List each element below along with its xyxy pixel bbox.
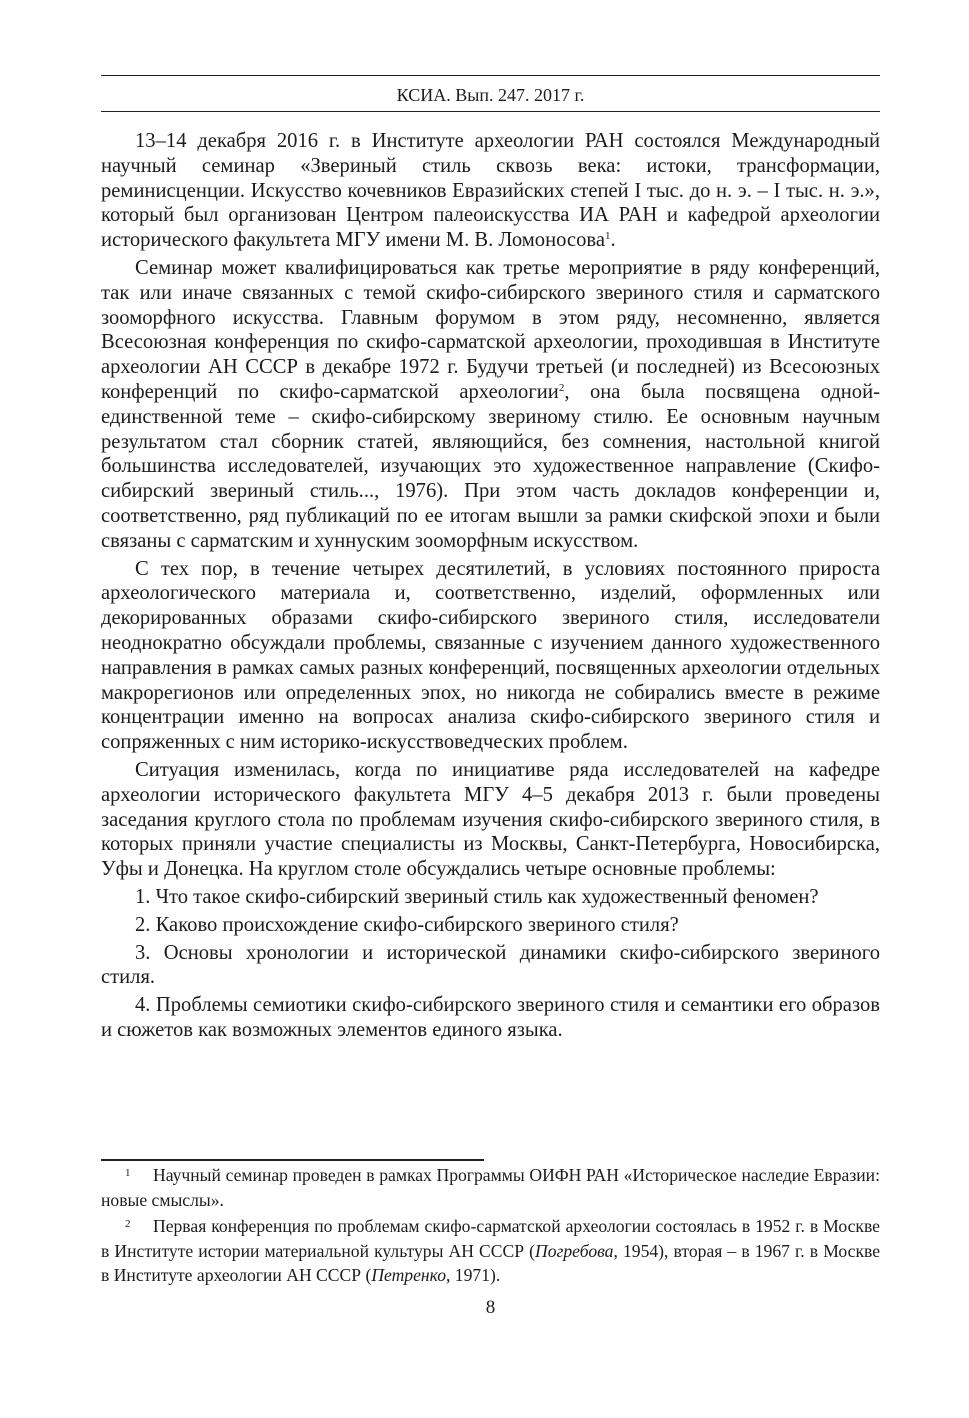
header-top-rule: [101, 75, 880, 76]
footnote-separator: [101, 1159, 484, 1161]
paragraph-1-end: .: [610, 229, 616, 252]
footnote-ref-1[interactable]: 1: [604, 230, 611, 243]
footnote-ref-2[interactable]: 2: [558, 381, 565, 394]
list-item: 1. Что такое скифо-сибирский звериный стиль как художественный феномен?: [135, 885, 819, 908]
footnote-2: 2 Первая конференция по проблемам скифо-сарматской археологии состоялась в 1952 г. в Москве в Институте истории материальной культуры АН СССР (Погребова, 1954), вторая – в 1967 г. в Москве в Институте археологии АН СССР (Петренко, 1971).: [101, 1216, 881, 1285]
footnotes: [101, 1163, 880, 1288]
article-body: [101, 129, 880, 1043]
list-item: 3. Основы хронологии и исторической динамики скифо-сибирского звериного стиля.: [101, 941, 880, 989]
list-item: 2. Каково происхождение скифо-сибирского звериного стиля?: [135, 913, 679, 936]
footnote-1: 1 Научный семинар проведен в рамках Программы ОИФН РАН «Историческое наследие Евразии: новые смыслы».: [101, 1165, 880, 1210]
list-item: 4. Проблемы семиотики скифо-сибирского звериного стиля и семантики его образов и сюжетов как возможных элементов единого языка.: [101, 994, 880, 1041]
footnote-2-text-b: , 1954), вторая – в 1967 г. в Москве в Институте археологии АН СССР (: [101, 1240, 881, 1285]
running-header: КСИА. Вып. 247. 2017 г.: [396, 85, 585, 105]
paragraph-4: Ситуация изменилась, когда по инициативе ряда исследователей на кафедре археологии исторического факультета МГУ 4–5 декабря 2013 г. были проведены заседания круглого стола по проблемам изучения скифо-сибирского звериного стиля, в которых приняли участие специалисты из Москвы, Санкт-Петербурга, Новосибирска, Уфы и Донецка. На круглом столе обсуждались четыре основные проблемы:: [101, 758, 880, 881]
citation-author-petrenko: Петренко: [371, 1265, 446, 1285]
paragraph-3: С тех пор, в течение четырех десятилетий, в условиях постоянного прироста археологического материала и, соответственно, изделий, оформленных или декорированных образами скифо-сибирского звериного стиля, исследователи неоднократно обсуждали проблемы, связанные с изучением данного художественного направления в рамках самых разных конференций, посвященных археологии отдельных макрорегионов или определенных эпох, но никогда не собирались вместе в режиме концентрации именно на вопросах анализа скифо-сибирского звериного стиля и сопряженных с ним историко-искусствоведческих проблем.: [101, 557, 880, 754]
paragraph-2: [101, 256, 880, 554]
footnote-2-text-a: Первая конференция по проблемам скифо-сарматской археологии состоялась в 1952 г. в Москве в Институте истории материальной культуры АН СССР (: [101, 1216, 880, 1261]
page-number: 8: [485, 1297, 496, 1318]
footnote-1-text: Научный семинар проведен в рамках Программы ОИФН РАН «Историческое наследие Евразии: новые смыслы».: [101, 1165, 880, 1210]
footnote-2-text-c: , 1971).: [446, 1265, 501, 1285]
header-bottom-rule: [101, 111, 880, 112]
paragraph-1: [101, 129, 880, 253]
paragraph-2-text: Семинар может квалифицироваться как третье мероприятие в ряду конференций, так или иначе связанных с темой скифо-сибирского звериного стиля и сарматского зооморфного искусства. Главным форумом в этом ряду, несомненно, является Всесоюзная конференция по скифо-сарматской археологии, проходившая в Институте археологии АН СССР в декабре 1972 г. Будучи третьей (и последней) из Всесоюзных конференций по скифо-сарматской археологии: [101, 256, 880, 403]
paragraph-2-end: , она была посвящена одной-единственной теме – скифо-сибирскому звериному стилю. Ее основным научным результатом стал сборник статей, являющийся, без сомнения, настольной книгой большинства исследователей, изучающих это художественное направление (Скифо-сибирский звериный стиль..., 1976). При этом часть докладов конференции и, соответственно, ряд публикаций по ее итогам вышли за рамки скифской эпохи и были связаны с сарматским и хуннуским зооморфным искусством.: [101, 380, 880, 552]
citation-author-pogrebova: Погребова: [535, 1240, 614, 1261]
paragraph-1-text: 13–14 декабря 2016 г. в Институте археологии РАН состоялся Международный научный семинар «Звериный стиль сквозь века: истоки, трансформации, реминисценции. Искусство кочевников Евразийских степей I тыс. до н. э. – I тыс. н. э.», который был организован Центром палеоискусства ИА РАН и кафедрой археологии исторического факультета МГУ имени М. В. Ломоносова: [101, 130, 880, 252]
